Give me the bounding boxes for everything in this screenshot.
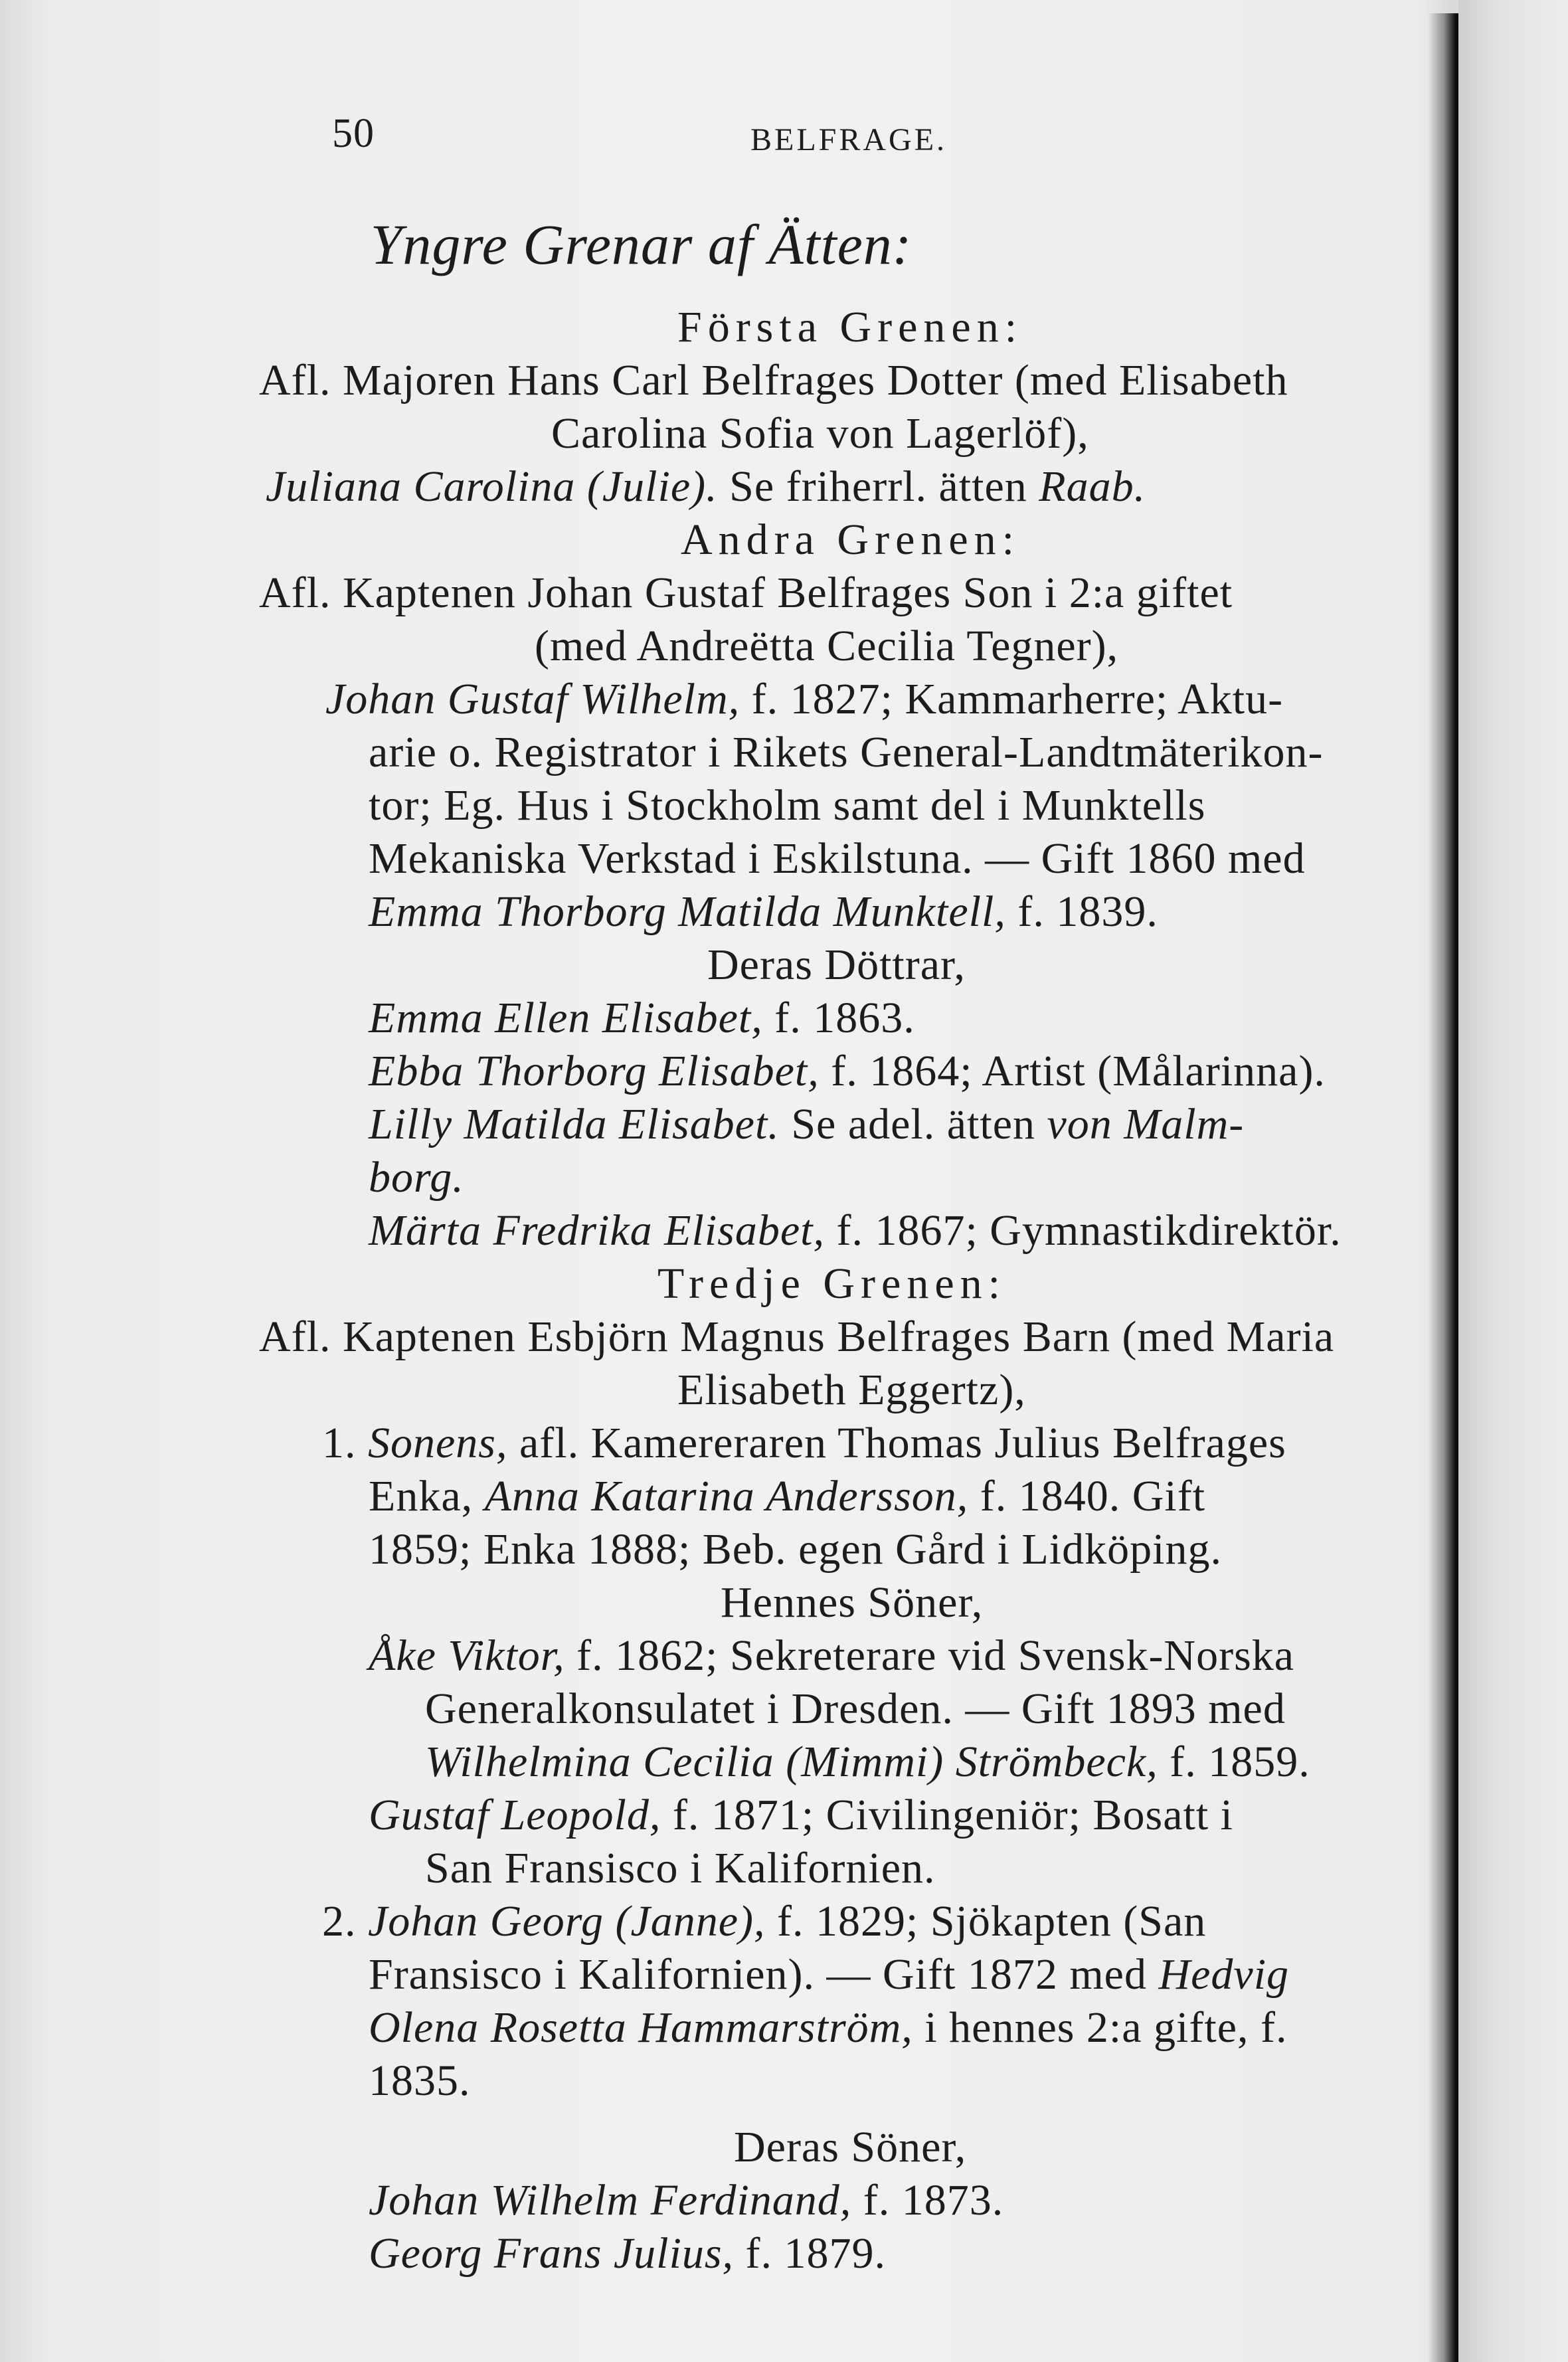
- text-line: Afl. Majoren Hans Carl Belfrages Dotter (med Elisabeth: [259, 356, 1288, 405]
- italic-name: Wilhelmina Cecilia (Mimmi) Strömbeck,: [425, 1738, 1158, 1786]
- text-line: borg.: [369, 1153, 464, 1202]
- facing-page-edge: [1458, 0, 1568, 2362]
- text-line: Åke Viktor, f. 1862; Sekreterare vid Svensk-Norska: [369, 1631, 1295, 1680]
- text-line: Fransisco i Kalifornien). — Gift 1872 med Hedvig: [369, 1950, 1290, 1999]
- italic-name: Emma Ellen Elisabet,: [369, 994, 763, 1042]
- text-line: Första Grenen:: [677, 303, 1023, 351]
- italic-name: Juliana Carolina (Julie).: [266, 462, 718, 511]
- page-number: 50: [332, 111, 375, 156]
- text-line: Johan Gustaf Wilhelm, f. 1827; Kammarherre; Aktu-: [325, 675, 1284, 723]
- italic-name: Johan Wilhelm Ferdinand,: [369, 2176, 852, 2225]
- text-line: Generalkonsulatet i Dresden. — Gift 1893 med: [425, 1684, 1286, 1733]
- text-line: Hennes Söner,: [721, 1578, 984, 1627]
- text-line: Andra Grenen:: [681, 515, 1021, 564]
- text-line: Afl. Kaptenen Esbjörn Magnus Belfrages Barn (med Maria: [259, 1313, 1335, 1361]
- text-line: Enka, Anna Katarina Andersson, f. 1840. Gift: [369, 1472, 1206, 1520]
- text-line: San Fransisco i Kalifornien.: [425, 1844, 936, 1892]
- text-line: Johan Wilhelm Ferdinand, f. 1873.: [369, 2176, 1004, 2225]
- text-line: tor; Eg. Hus i Stockholm samt del i Munktells: [369, 781, 1206, 830]
- text-line: Wilhelmina Cecilia (Mimmi) Strömbeck, f. 1859.: [425, 1738, 1310, 1786]
- text-line: arie o. Registrator i Rikets General-Landtmäterikon-: [369, 728, 1324, 776]
- italic-name: Anna Katarina Andersson,: [484, 1472, 969, 1520]
- italic-name: von Malm-: [1047, 1100, 1245, 1148]
- italic-name: Emma Thorborg Matilda Munktell,: [369, 887, 1006, 936]
- text-line: (med Andreëtta Cecilia Tegner),: [535, 622, 1119, 670]
- text-line: 2. Johan Georg (Janne), f. 1829; Sjökapten (San: [322, 1897, 1207, 1946]
- text-line: 1835.: [369, 2056, 471, 2105]
- italic-name: Raab.: [1039, 462, 1146, 511]
- text-line: Tredje Grenen:: [657, 1259, 1006, 1308]
- italic-name: Åke Viktor,: [369, 1631, 565, 1680]
- text-line: Lilly Matilda Elisabet. Se adel. ätten von Malm-: [369, 1100, 1245, 1148]
- text-line: Juliana Carolina (Julie). Se friherrl. ätten Raab.: [266, 462, 1146, 511]
- running-head: BELFRAGE.: [750, 122, 948, 157]
- italic-name: Johan Gustaf Wilhelm,: [325, 675, 740, 723]
- text-line: 1. Sonens, afl. Kamereraren Thomas Julius Belfrages: [322, 1419, 1286, 1467]
- italic-name: Märta Fredrika Elisabet,: [369, 1206, 825, 1255]
- text-line: Ebba Thorborg Elisabet, f. 1864; Artist (Målarinna).: [369, 1047, 1326, 1095]
- text-line: Emma Ellen Elisabet, f. 1863.: [369, 994, 915, 1042]
- section-title: Yngre Grenar af Ätten:: [370, 213, 913, 276]
- text-line: Gustaf Leopold, f. 1871; Civilingeniör; Bosatt i: [369, 1791, 1234, 1839]
- text-line: 1859; Enka 1888; Beb. egen Gård i Lidköping.: [369, 1525, 1222, 1574]
- text-line: Afl. Kaptenen Johan Gustaf Belfrages Son i 2:a giftet: [259, 569, 1233, 617]
- italic-name: Sonens,: [368, 1419, 508, 1467]
- text-line: Elisabeth Eggertz),: [677, 1366, 1026, 1414]
- text-line: Emma Thorborg Matilda Munktell, f. 1839.: [369, 887, 1158, 936]
- text-line: Carolina Sofia von Lagerlöf),: [551, 409, 1089, 458]
- italic-name: Lilly Matilda Elisabet.: [369, 1100, 780, 1148]
- italic-name: Gustaf Leopold,: [369, 1791, 661, 1839]
- italic-name: Ebba Thorborg Elisabet,: [369, 1047, 820, 1095]
- italic-name: Hedvig: [1158, 1950, 1290, 1999]
- italic-name: Johan Georg (Janne),: [368, 1897, 766, 1946]
- text-line: Georg Frans Julius, f. 1879.: [369, 2229, 887, 2278]
- italic-name: Georg Frans Julius,: [369, 2229, 735, 2278]
- text-line: Märta Fredrika Elisabet, f. 1867; Gymnastikdirektör.: [369, 1206, 1342, 1255]
- text-line: Mekaniska Verkstad i Eskilstuna. — Gift 1860 med: [369, 834, 1306, 883]
- italic-name: Olena Rosetta Hammarström,: [369, 2003, 913, 2052]
- text-line: Deras Döttrar,: [707, 941, 966, 989]
- text-line: Olena Rosetta Hammarström, i hennes 2:a gifte, f.: [369, 2003, 1288, 2052]
- text-line: Deras Söner,: [734, 2123, 967, 2171]
